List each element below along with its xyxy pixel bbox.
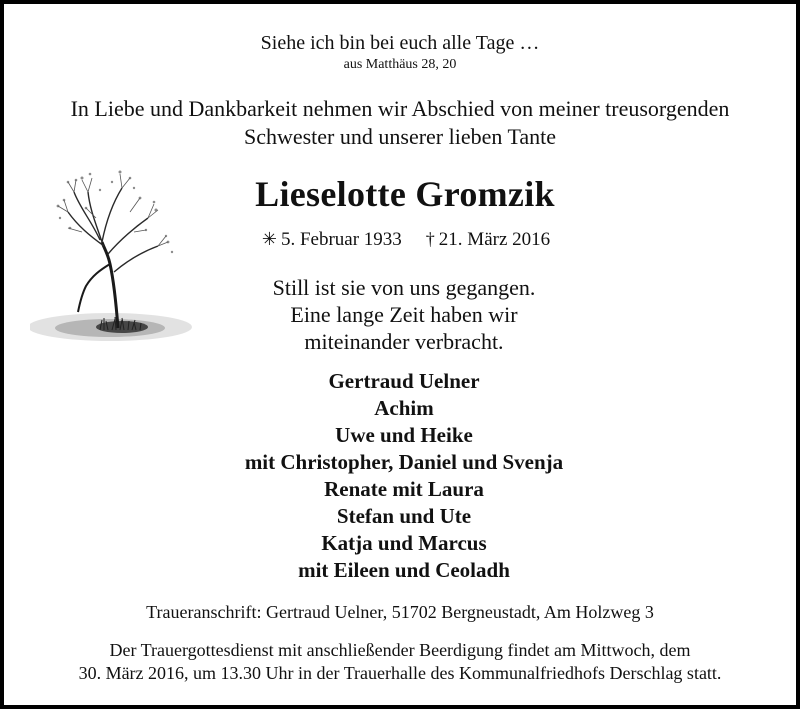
poem-line: Eine lange Zeit haben wir [290, 302, 518, 327]
death-date: 21. März 2016 [438, 229, 551, 250]
death-cross-icon: † [425, 229, 435, 249]
bible-verse-reference: aus Matthäus 28, 20 [343, 57, 457, 72]
poem-line: miteinander verbracht. [304, 329, 504, 354]
deceased-name: Lieselotte Gromzik [255, 174, 555, 214]
birth-star-icon: ✳ [261, 229, 277, 249]
mourner-line: Renate mit Laura [324, 477, 484, 501]
poem-line: Still ist sie von uns gegangen. [272, 275, 536, 300]
mourning-address: Traueranschrift: Gertraud Uelner, 51702 Bergneustadt, Am Holzweg 3 [146, 602, 654, 622]
intro-text [4, 95, 796, 151]
mourner-line: mit Christopher, Daniel und Svenja [244, 450, 564, 474]
birth-date: 5. Februar 1933 [280, 229, 402, 250]
mourners-list [154, 368, 654, 584]
service-info [4, 639, 796, 685]
service-line-2: 30. März 2016, um 13.30 Uhr in der Trauerhalle des Kommunalfriedhofs Derschlag statt. [78, 663, 722, 683]
tree-icon [30, 152, 220, 352]
service-line-1: Der Trauergottesdienst mit anschließender Beerdigung findet am Mittwoch, dem [109, 640, 691, 660]
bible-verse: Siehe ich bin bei euch alle Tage … [260, 32, 540, 54]
intro-line-1: In Liebe und Dankbarkeit nehmen wir Abschied von meiner treusorgenden [70, 96, 730, 121]
poem [204, 274, 604, 355]
intro-line-2: Schwester und unserer lieben Tante [243, 124, 557, 149]
mourner-line: Stefan und Ute [336, 504, 472, 528]
mourner-line: Gertraud Uelner [328, 369, 480, 393]
mourner-line: Uwe und Heike [335, 423, 473, 447]
mourner-line: mit Eileen und Ceoladh [298, 558, 510, 582]
mourner-line: Katja und Marcus [321, 531, 487, 555]
mourner-line: Achim [374, 396, 434, 420]
life-dates [241, 229, 571, 251]
